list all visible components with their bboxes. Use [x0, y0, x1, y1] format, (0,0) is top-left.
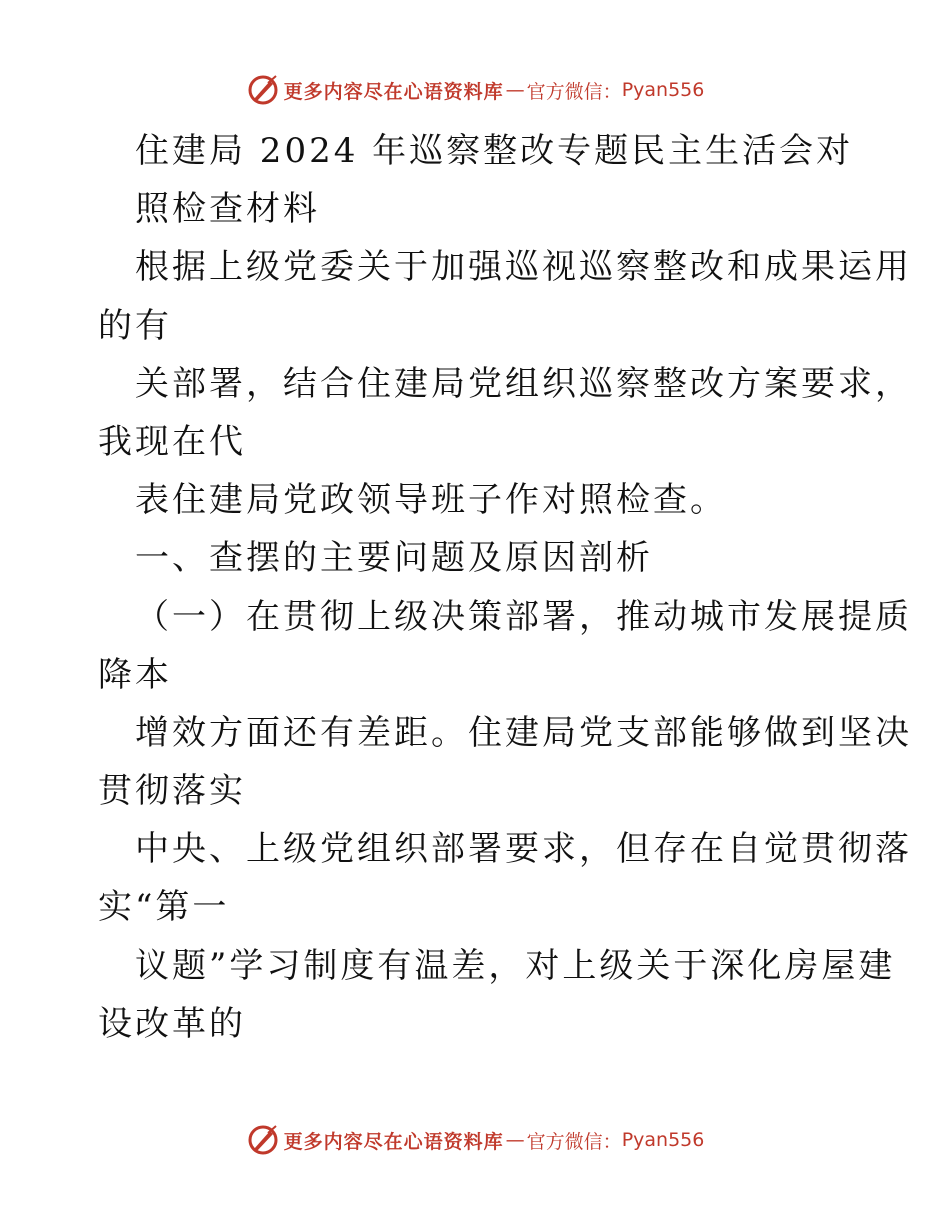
text-line: 中央、上级党组织部署要求，但存在自觉贯彻落	[135, 829, 912, 870]
banner-site-name: 更多内容尽在心语资料库	[283, 1130, 504, 1153]
banner-separator: —	[505, 1129, 525, 1151]
text-line: 我现在代	[98, 421, 246, 462]
text-line: 根据上级党委关于加强巡视巡察整改和成果运用	[135, 247, 912, 288]
text-line: 关部署，结合住建局党组织巡察整改方案要求，	[135, 363, 912, 404]
text-line: 表住建局党政领导班子作对照检查。	[135, 480, 727, 521]
text-line: 设改革的	[98, 1003, 246, 1044]
text-line: 议题”学习制度有温差，对上级关于深化房屋建	[135, 945, 896, 986]
text-line: （一）在贯彻上级决策部署，推动城市发展提质	[135, 596, 912, 637]
quill-pen-logo-icon	[246, 1123, 280, 1157]
banner-wechat-id: Pyan556	[621, 1129, 705, 1151]
banner-wechat-label: 官方微信：	[526, 1130, 622, 1153]
document-body	[98, 122, 912, 1053]
header-banner	[0, 70, 950, 110]
text-line: 实“第一	[98, 887, 230, 928]
quill-pen-logo-icon	[246, 73, 280, 107]
text-line: 一、查摆的主要问题及原因剖析	[135, 538, 653, 579]
banner-site-name: 更多内容尽在心语资料库	[283, 80, 504, 103]
banner-wechat-label: 官方微信：	[526, 80, 622, 103]
text-line: 增效方面还有差距。住建局党支部能够做到坚决	[135, 712, 912, 753]
banner-wechat-id: Pyan556	[621, 79, 705, 101]
banner-separator: —	[505, 79, 525, 101]
text-line: 住建局 2024 年巡察整改专题民主生活会对	[135, 131, 854, 171]
text-line: 的有	[98, 305, 172, 346]
footer-banner	[0, 1120, 950, 1160]
text-line: 照检查材料	[135, 189, 320, 230]
text-line: 贯彻落实	[98, 771, 246, 812]
text-line: 降本	[98, 654, 172, 695]
